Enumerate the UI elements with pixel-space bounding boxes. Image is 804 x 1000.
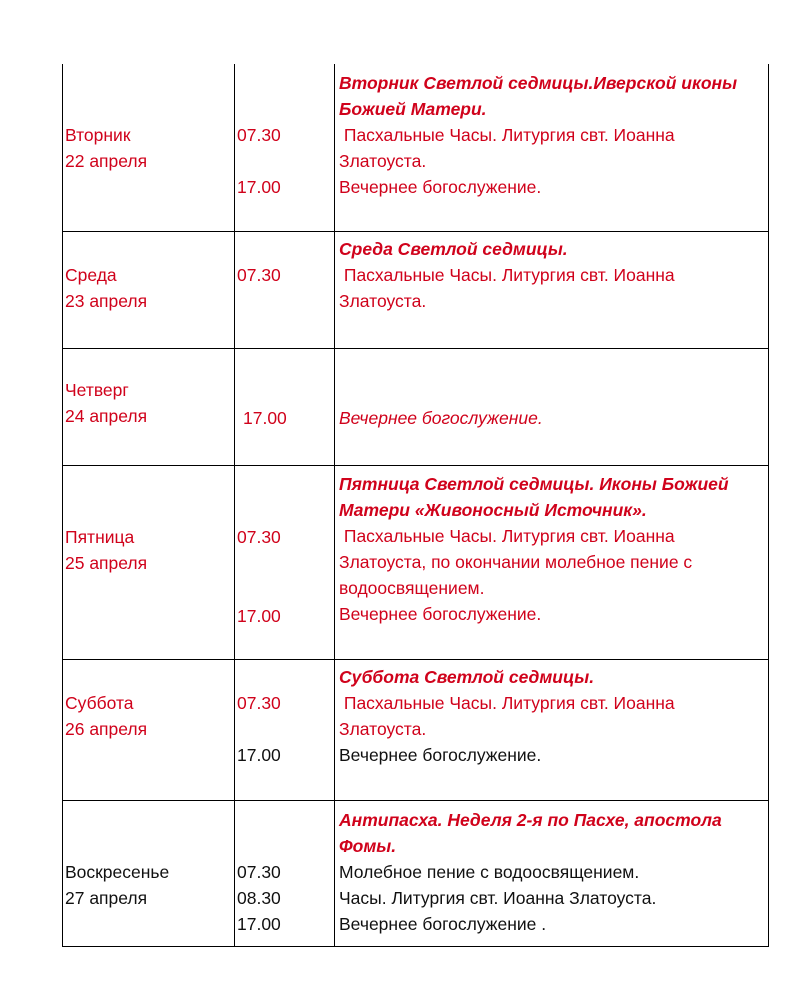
time-cell xyxy=(235,466,335,660)
feast-title: Фомы. xyxy=(339,836,397,856)
time: 17.00 xyxy=(243,408,287,428)
time: 17.00 xyxy=(237,914,281,934)
feast-title: Матери «Живоносный Источник». xyxy=(339,500,647,520)
day-date: 26 апреля xyxy=(65,719,148,739)
day-name: Суббота xyxy=(65,693,134,713)
time: 07.30 xyxy=(237,125,281,145)
time: 17.00 xyxy=(237,177,281,197)
day-name: Пятница xyxy=(65,527,135,547)
time-cell xyxy=(235,64,335,232)
service-text: Вечернее богослужение . xyxy=(339,914,547,934)
table-row xyxy=(63,801,769,947)
day-cell xyxy=(63,232,235,349)
description-cell xyxy=(335,801,769,947)
day-date: 27 апреля xyxy=(65,888,148,908)
time: 17.00 xyxy=(237,606,281,626)
day-date: 24 апреля xyxy=(65,406,148,426)
description-cell xyxy=(335,232,769,349)
table-row xyxy=(63,64,769,232)
day-date: 25 апреля xyxy=(65,553,148,573)
service-text: Вечернее богослужение. xyxy=(339,745,542,765)
time: 07.30 xyxy=(237,862,281,882)
service-text: Вечернее богослужение. xyxy=(339,177,542,197)
service-text: водоосвящением. xyxy=(339,578,485,598)
day-date: 22 апреля xyxy=(65,151,148,171)
service-text: Вечернее богослужение. xyxy=(339,604,542,624)
service-text: Часы. Литургия свт. Иоанна Златоуста. xyxy=(339,888,657,908)
day-name: Вторник xyxy=(65,125,131,145)
day-name: Среда xyxy=(65,265,117,285)
day-cell xyxy=(63,466,235,660)
feast-title: Божией Матери. xyxy=(339,99,487,119)
service-text: Молебное пение с водоосвящением. xyxy=(339,862,640,882)
table-row xyxy=(63,660,769,801)
service-text: Вечернее богослужение. xyxy=(339,408,543,428)
description-cell xyxy=(335,660,769,801)
day-date: 23 апреля xyxy=(65,291,148,311)
time: 08.30 xyxy=(237,888,281,908)
time-cell xyxy=(235,232,335,349)
time: 07.30 xyxy=(237,265,281,285)
service-text: Пасхальные Часы. Литургия свт. Иоанна xyxy=(339,265,675,285)
day-cell xyxy=(63,660,235,801)
description-cell xyxy=(335,466,769,660)
feast-title: Среда Светлой седмицы. xyxy=(339,239,568,259)
time-cell xyxy=(235,349,335,466)
table-row xyxy=(63,466,769,660)
table-row xyxy=(63,349,769,466)
day-name: Четверг xyxy=(65,380,129,400)
time: 07.30 xyxy=(237,527,281,547)
service-text: Златоуста. xyxy=(339,291,427,311)
service-text: Пасхальные Часы. Литургия свт. Иоанна xyxy=(339,526,675,546)
service-text: Пасхальные Часы. Литургия свт. Иоанна xyxy=(339,125,675,145)
time: 17.00 xyxy=(237,745,281,765)
table-row xyxy=(63,232,769,349)
day-cell xyxy=(63,64,235,232)
day-cell xyxy=(63,801,235,947)
service-text: Златоуста. xyxy=(339,151,427,171)
day-cell xyxy=(63,349,235,466)
description-cell xyxy=(335,349,769,466)
schedule-sheet xyxy=(62,64,768,947)
feast-title: Антипасха. Неделя 2-я по Пасхе, апостола xyxy=(339,810,722,830)
day-name: Воскресенье xyxy=(65,862,170,882)
service-text: Златоуста, по окончании молебное пение с xyxy=(339,552,693,572)
service-text: Златоуста. xyxy=(339,719,427,739)
description-cell xyxy=(335,64,769,232)
schedule-table xyxy=(62,64,769,947)
time-cell xyxy=(235,660,335,801)
feast-title: Вторник Светлой седмицы.Иверской иконы xyxy=(339,73,738,93)
time: 07.30 xyxy=(237,693,281,713)
feast-title: Суббота Светлой седмицы. xyxy=(339,667,595,687)
service-text: Пасхальные Часы. Литургия свт. Иоанна xyxy=(339,693,675,713)
feast-title: Пятница Светлой седмицы. Иконы Божией xyxy=(339,474,729,494)
time-cell xyxy=(235,801,335,947)
